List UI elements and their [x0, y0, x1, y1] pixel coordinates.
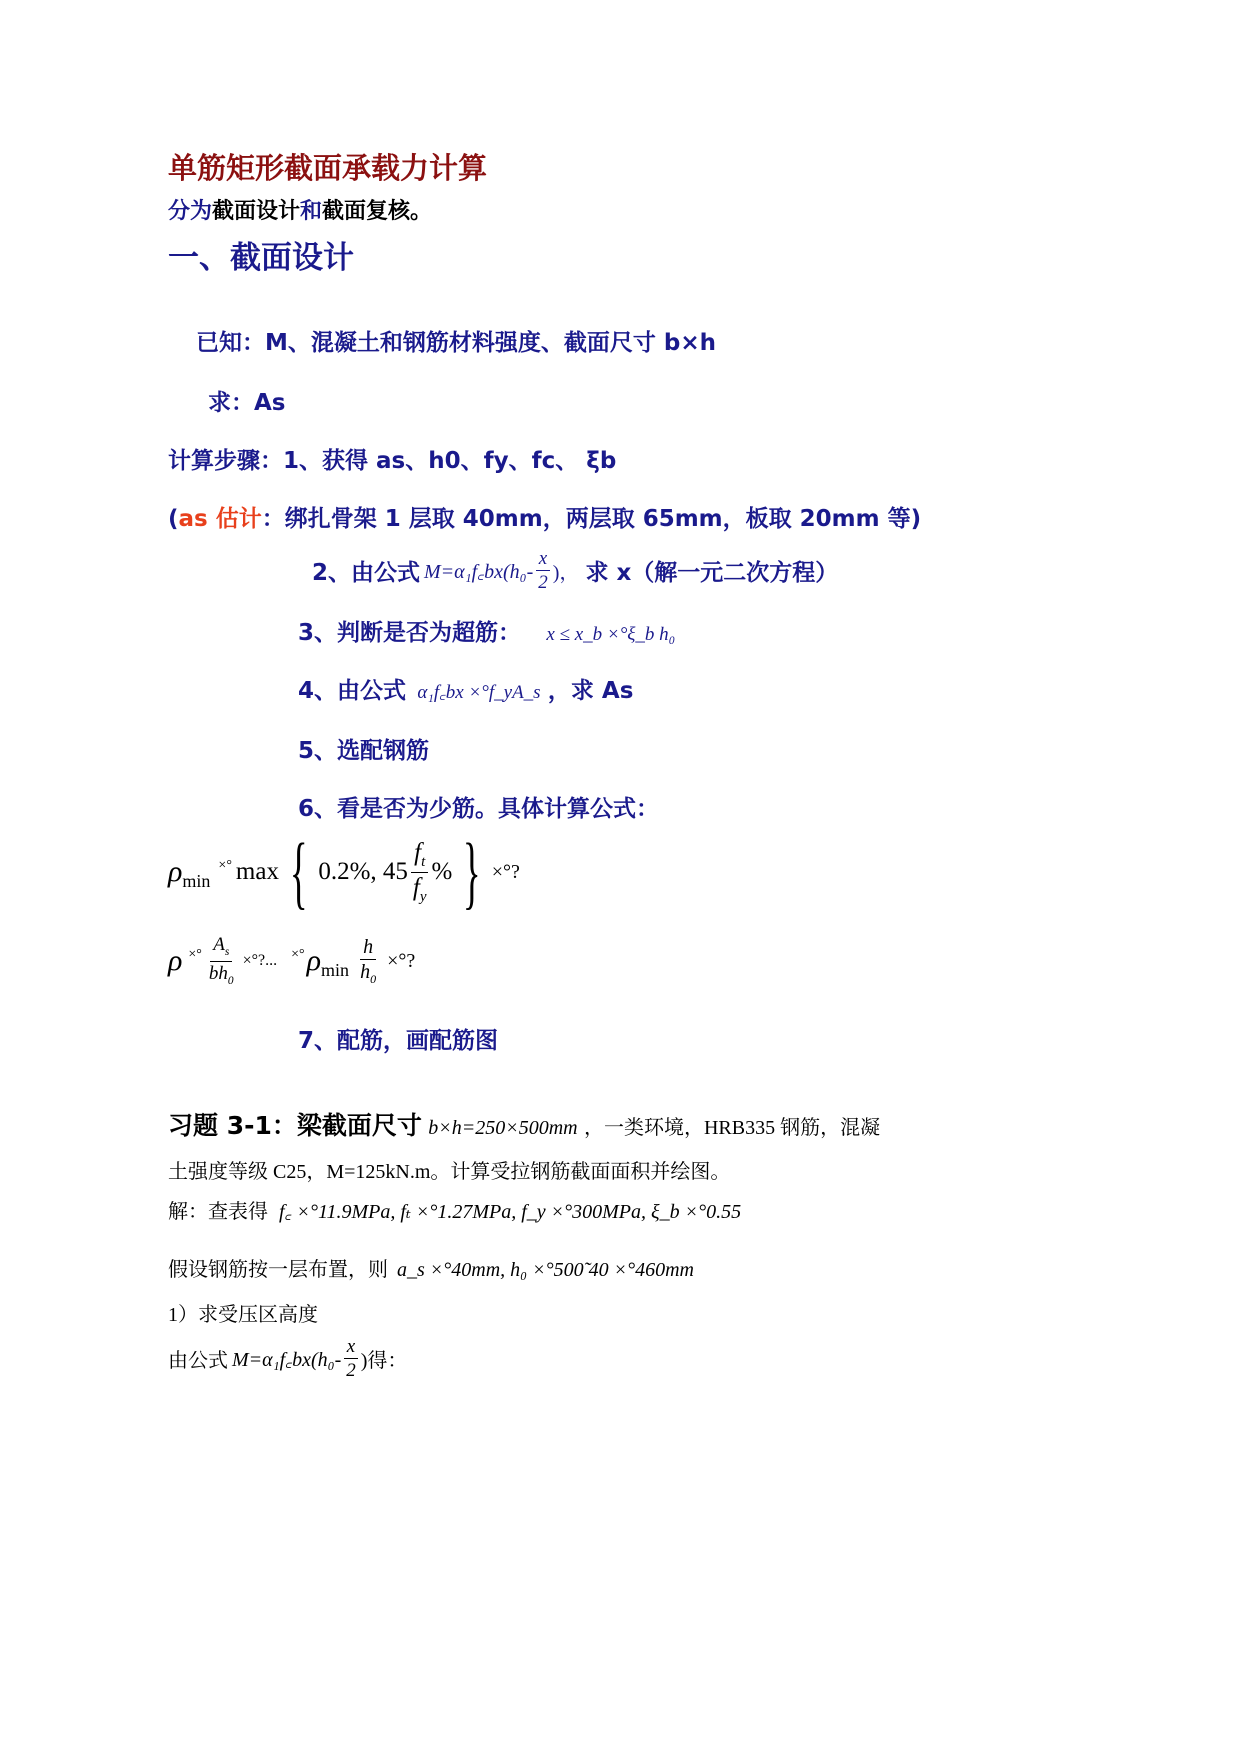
fraction — [535, 549, 551, 592]
step-1: 计算步骤：1、获得 as、h0、fy、fc、 ξb — [168, 448, 617, 474]
assume-prefix: 假设钢筋按一层布置，则 — [168, 1259, 388, 1281]
equals-glyph: ×° — [188, 947, 202, 962]
solution-formula: f꜀ ×°11.9MPa, fₜ ×°1.27MPa, f_y ×°300MPa, ξ_b ×°0.55 — [279, 1201, 742, 1223]
step-2-formula-right: )， — [552, 561, 580, 584]
fraction-numerator: h — [360, 937, 376, 960]
by-formula-right: )得： — [360, 1349, 408, 1372]
percent-sign: % — [431, 858, 453, 885]
fraction — [206, 935, 237, 986]
bh-subscript: 0 — [227, 974, 234, 987]
as-symbol: A — [213, 934, 225, 956]
fy-symbol: f — [412, 873, 420, 901]
by-formula-left: M=α₁f꜀bx(h₀- — [232, 1348, 342, 1371]
exercise-line-1 — [168, 1106, 880, 1142]
fraction-denominator: 2 — [346, 1359, 356, 1381]
as-note-text: ：绑扎骨架 1 层取 40mm，两层取 65mm，板取 20mm 等) — [261, 506, 922, 532]
right-brace: } — [463, 826, 481, 917]
as-note — [168, 500, 921, 533]
fraction-denominator — [357, 960, 379, 985]
step-2-suffix: 求 x（解一元二次方程） — [585, 559, 839, 586]
h-subscript: 0 — [370, 972, 377, 986]
by-formula-line — [168, 1330, 407, 1386]
known-line: 已知：M、混凝土和钢筋材料强度、截面尺寸 b×h — [196, 330, 717, 356]
fy-subscript: y — [419, 888, 427, 905]
subtitle-part: 分为 — [168, 199, 213, 224]
fraction-numerator: x — [344, 1337, 358, 1359]
page-title: 单筋矩形截面承载力计算 — [168, 151, 488, 185]
tail-glyph: ×°? — [387, 949, 416, 972]
fraction-numerator — [210, 935, 232, 961]
solution-line — [168, 1195, 741, 1224]
step-3 — [298, 614, 675, 647]
left-brace: { — [289, 826, 308, 917]
exercise-formula: b×h=250×500mm — [428, 1117, 578, 1139]
as-note-open: ( — [168, 506, 179, 532]
fraction-denominator — [206, 962, 237, 987]
step-7: 7、配筋，画配筋图 — [298, 1028, 499, 1054]
exercise-title: 习题 3-1：梁截面尺寸 — [168, 1111, 422, 1140]
section-heading: 一、截面设计 — [168, 240, 354, 276]
ft-symbol: f — [414, 838, 422, 866]
find-line: 求：As — [208, 390, 286, 416]
ft-subscript: t — [421, 853, 426, 870]
step-4 — [298, 672, 633, 705]
step-4-prefix: 4、由公式 — [298, 678, 407, 704]
by-formula-prefix: 由公式 — [168, 1349, 228, 1372]
exercise-line-2: 土强度等级 C25，M=125kN.m。计算受拉钢筋截面面积并绘图。 — [168, 1161, 731, 1183]
fraction-numerator: x — [536, 549, 550, 571]
rho-subscript: min — [182, 870, 211, 891]
equals-glyph: ×° — [218, 858, 232, 873]
assume-line — [168, 1253, 694, 1282]
compare-glyph: ×° — [291, 947, 305, 962]
step-4-formula: α₁f꜀bx ×°f_yA_s — [417, 682, 541, 703]
as-note-label: as 估计 — [178, 506, 262, 532]
subtitle-part: 截面复核。 — [322, 199, 433, 224]
subtitle-part: 和 — [300, 199, 323, 224]
max-label: max — [235, 858, 279, 885]
rho-min-subscript: min — [321, 959, 350, 980]
step-2-formula-left: M=α₁f꜀bx(h₀- — [424, 560, 534, 583]
fraction-denominator: 2 — [538, 571, 548, 593]
rho-symbol: ρ — [168, 855, 183, 888]
step-3-formula: x ≤ x_b ×°ξ_b h₀ — [546, 624, 676, 645]
step-6: 6、看是否为少筋。具体计算公式： — [298, 796, 660, 822]
step-2 — [312, 540, 838, 600]
fraction-numerator — [411, 840, 428, 873]
step-5: 5、选配钢筋 — [298, 738, 430, 764]
rho-check-formula — [168, 926, 415, 996]
step-4-suffix: ，求 As — [547, 678, 634, 704]
assume-formula: a_s ×°40mm, h₀ ×°500̃ 40 ×°460mm — [397, 1259, 694, 1281]
fraction — [343, 1337, 359, 1380]
tail-glyph: ×°? — [491, 860, 520, 883]
as-subscript: s — [224, 946, 230, 959]
mid-glyph: ×°?... — [242, 952, 278, 969]
exercise-text: ，一类环境，HRB335 钢筋，混凝 — [583, 1117, 881, 1139]
subtitle — [168, 194, 432, 225]
fraction-denominator — [410, 873, 430, 905]
bh-symbol: bh — [208, 962, 228, 984]
rho-symbol: ρ — [168, 944, 183, 977]
rho-min-symbol: ρ — [306, 944, 322, 977]
solution-prefix: 解：查表得 — [168, 1201, 268, 1223]
subtitle-part: 截面设计 — [212, 199, 301, 224]
step-3-prefix: 3、判断是否为超筋： — [298, 620, 522, 646]
h-symbol: h — [360, 961, 371, 983]
fraction — [357, 937, 379, 985]
subsection-heading: 1）求受压区高度 — [168, 1304, 318, 1326]
step-2-prefix: 2、由公式 — [312, 559, 421, 586]
rho-min-formula — [168, 826, 520, 918]
rho-min-value: 0.2%, 45 — [318, 858, 408, 885]
fraction — [410, 840, 430, 905]
